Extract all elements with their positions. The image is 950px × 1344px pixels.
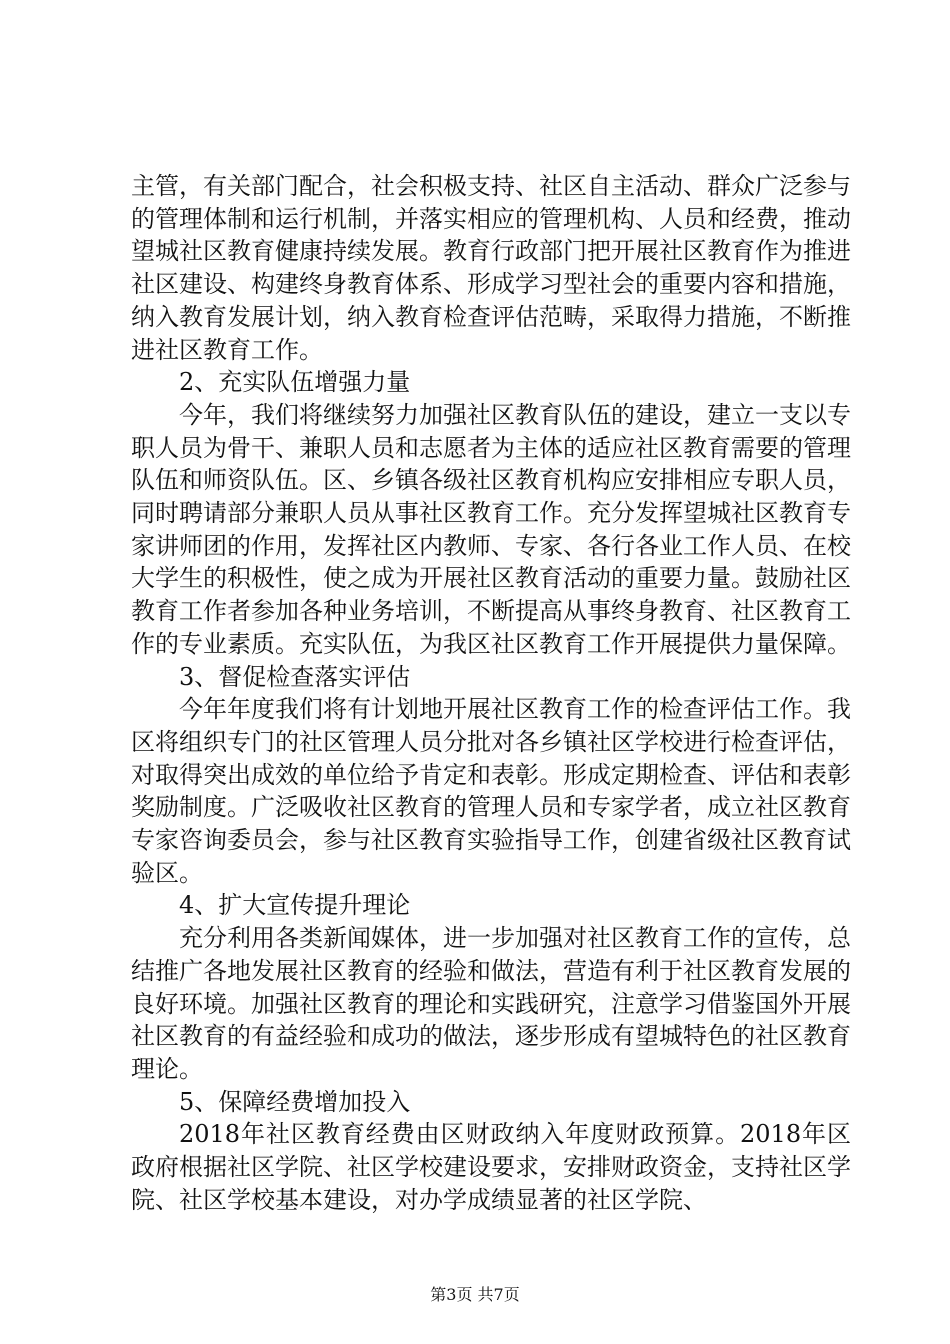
paragraph-funding: 2018年社区教育经费由区财政纳入年度财政预算。2018年区政府根据社区学院、社区学校建设要求，安排财政资金，支持社区学院、社区学校基本建设，对办学成绩显著的社区学院、 <box>131 1120 851 1214</box>
section-heading-4: 4、扩大宣传提升理论 <box>179 891 411 920</box>
section-heading-5: 5、保障经费增加投入 <box>179 1087 411 1116</box>
section-heading-2: 2、充实队伍增强力量 <box>179 368 411 397</box>
paragraph-intro: 主管，有关部门配合，社会积极支持、社区自主活动、群众广泛参与的管理体制和运行机制，并落实相应的管理机构、人员和经费，推动望城社区教育健康持续发展。教育行政部门把开展社区教育作为推进社区建设、构建终身教育体系、形成学习型社会的重要内容和措施，纳入教育发展计划，纳入教育检查评估范畴，采取得力措施，不断推进社区教育工作。 <box>131 172 851 364</box>
document-body <box>131 170 851 1217</box>
paragraph-publicity: 充分利用各类新闻媒体，进一步加强对社区教育工作的宣传，总结推广各地发展社区教育的经验和做法，营造有利于社区教育发展的良好环境。加强社区教育的理论和实践研究，注意学习借鉴国外开展社区教育的有益经验和成功的做法，逐步形成有望城特色的社区教育理论。 <box>131 924 851 1083</box>
page-number-label: 第3页 共7页 <box>430 1285 520 1304</box>
section-heading-3: 3、督促检查落实评估 <box>179 662 411 691</box>
page-footer <box>0 1282 950 1305</box>
paragraph-evaluation: 今年年度我们将有计划地开展社区教育工作的检查评估工作。我区将组织专门的社区管理人员分批对各乡镇社区学校进行检查评估，对取得突出成效的单位给予肯定和表彰。形成定期检查、评估和表彰奖励制度。广泛吸收社区教育的管理人员和专家学者，成立社区教育专家咨询委员会，参与社区教育实验指导工作，创建省级社区教育试验区。 <box>131 695 851 887</box>
paragraph-team: 今年，我们将继续努力加强社区教育队伍的建设，建立一支以专职人员为骨干、兼职人员和志愿者为主体的适应社区教育需要的管理队伍和师资队伍。区、乡镇各级社区教育机构应安排相应专职人员，同时聘请部分兼职人员从事社区教育工作。充分发挥望城社区教育专家讲师团的作用，发挥社区内教师、专家、各行各业工作人员、在校大学生的积极性，使之成为开展社区教育活动的重要力量。鼓励社区教育工作者参加各种业务培训，不断提高从事终身教育、社区教育工作的专业素质。充实队伍，为我区社区教育工作开展提供力量保障。 <box>131 400 851 658</box>
